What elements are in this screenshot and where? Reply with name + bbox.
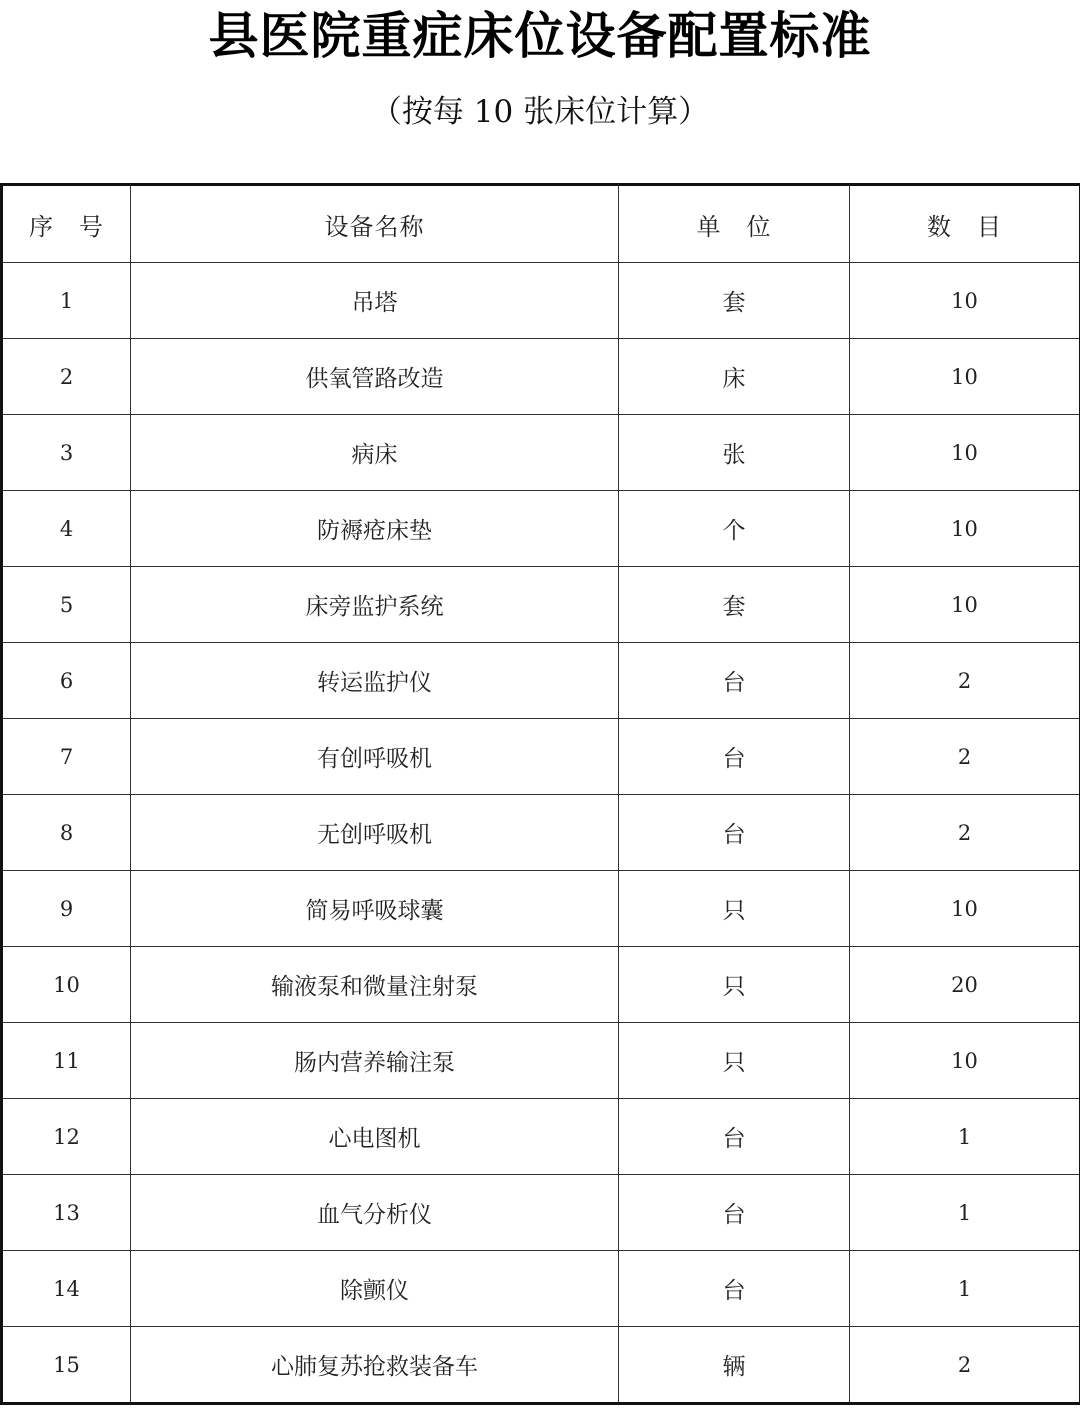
cell-unit: 套 [619, 263, 850, 339]
cell-equipment-name: 病床 [131, 415, 619, 491]
cell-quantity: 2 [850, 1327, 1080, 1404]
cell-quantity: 10 [850, 1023, 1080, 1099]
cell-unit: 只 [619, 871, 850, 947]
cell-unit: 床 [619, 339, 850, 415]
table-row [2, 567, 1080, 643]
cell-equipment-name: 无创呼吸机 [131, 795, 619, 871]
cell-quantity: 1 [850, 1175, 1080, 1251]
table-row [2, 947, 1080, 1023]
table-row [2, 795, 1080, 871]
cell-index: 8 [2, 795, 131, 871]
cell-equipment-name: 心电图机 [131, 1099, 619, 1175]
cell-quantity: 10 [850, 263, 1080, 339]
cell-equipment-name: 心肺复苏抢救装备车 [131, 1327, 619, 1404]
cell-unit: 台 [619, 719, 850, 795]
cell-unit: 张 [619, 415, 850, 491]
cell-index: 15 [2, 1327, 131, 1404]
table-row [2, 643, 1080, 719]
cell-index: 13 [2, 1175, 131, 1251]
cell-quantity: 20 [850, 947, 1080, 1023]
cell-equipment-name: 输液泵和微量注射泵 [131, 947, 619, 1023]
cell-unit: 台 [619, 1099, 850, 1175]
cell-unit: 台 [619, 1251, 850, 1327]
table-row [2, 1175, 1080, 1251]
header-unit: 单 位 [619, 185, 850, 263]
table-row [2, 871, 1080, 947]
document-title: 县医院重症床位设备配置标准 [208, 6, 872, 65]
cell-index: 4 [2, 491, 131, 567]
cell-quantity: 2 [850, 643, 1080, 719]
cell-quantity: 10 [850, 871, 1080, 947]
table-row [2, 339, 1080, 415]
cell-unit: 只 [619, 1023, 850, 1099]
cell-unit: 台 [619, 1175, 850, 1251]
cell-index: 2 [2, 339, 131, 415]
table-row [2, 1327, 1080, 1404]
cell-unit: 套 [619, 567, 850, 643]
table-row [2, 415, 1080, 491]
table-header-row [2, 185, 1080, 263]
cell-index: 11 [2, 1023, 131, 1099]
cell-equipment-name: 转运监护仪 [131, 643, 619, 719]
table-row [2, 263, 1080, 339]
header-quantity: 数 目 [850, 185, 1080, 263]
table-row [2, 1251, 1080, 1327]
header-equipment-name: 设备名称 [131, 185, 619, 263]
cell-index: 9 [2, 871, 131, 947]
header-index: 序 号 [2, 185, 131, 263]
cell-index: 10 [2, 947, 131, 1023]
cell-equipment-name: 有创呼吸机 [131, 719, 619, 795]
cell-index: 14 [2, 1251, 131, 1327]
cell-unit: 只 [619, 947, 850, 1023]
cell-equipment-name: 防褥疮床垫 [131, 491, 619, 567]
cell-quantity: 1 [850, 1099, 1080, 1175]
cell-index: 1 [2, 263, 131, 339]
cell-equipment-name: 肠内营养输注泵 [131, 1023, 619, 1099]
cell-equipment-name: 吊塔 [131, 263, 619, 339]
equipment-table [0, 183, 1080, 1405]
cell-quantity: 10 [850, 415, 1080, 491]
cell-equipment-name: 供氧管路改造 [131, 339, 619, 415]
cell-equipment-name: 除颤仪 [131, 1251, 619, 1327]
cell-index: 3 [2, 415, 131, 491]
cell-index: 7 [2, 719, 131, 795]
cell-quantity: 10 [850, 491, 1080, 567]
cell-index: 12 [2, 1099, 131, 1175]
cell-equipment-name: 床旁监护系统 [131, 567, 619, 643]
cell-equipment-name: 血气分析仪 [131, 1175, 619, 1251]
cell-index: 6 [2, 643, 131, 719]
table-row [2, 491, 1080, 567]
table-row [2, 719, 1080, 795]
cell-unit: 台 [619, 795, 850, 871]
cell-unit: 辆 [619, 1327, 850, 1404]
cell-unit: 台 [619, 643, 850, 719]
cell-quantity: 10 [850, 567, 1080, 643]
cell-quantity: 10 [850, 339, 1080, 415]
table-row [2, 1023, 1080, 1099]
table-row [2, 1099, 1080, 1175]
cell-equipment-name: 简易呼吸球囊 [131, 871, 619, 947]
cell-quantity: 2 [850, 795, 1080, 871]
cell-quantity: 1 [850, 1251, 1080, 1327]
cell-index: 5 [2, 567, 131, 643]
cell-quantity: 2 [850, 719, 1080, 795]
document-subtitle: （按每 10 张床位计算） [370, 94, 710, 130]
cell-unit: 个 [619, 491, 850, 567]
